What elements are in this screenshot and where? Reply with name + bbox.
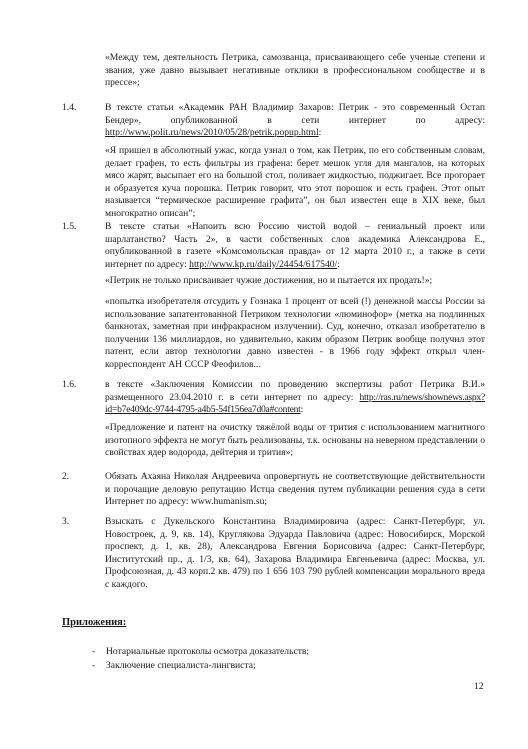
item-1-6-link[interactable]: http://ras.ru/news/shownews.aspx?id=b7e409dc-9744-4795-a4b5-54f156ea7d0a#content [105,391,485,416]
page-number: 12 [474,681,484,692]
item-1-5-tail: : [337,258,340,270]
item-number-1-4: 1.4. [62,102,77,113]
item-2-text: Обязать Ахаяна Николая Андреевича опровергнуть не соответствующие действительности и порочащие деловую репутацию Истца сведения путем публикации решения суда в сети Интернет по адресу: www.humanism.su; [105,471,485,508]
item-1-5-link[interactable]: http://www.kp.ru/daily/24454/617540/ [189,258,338,270]
item-1-6-quote: «Предложение и патент на очистку тяжёлой воды от трития с использованием магнитного изотопного эффекта не могут быть реализованы, т.к. основаны на неверном представлении о свойствах ядер водорода, дейтерия и трития»; [105,422,485,459]
item-1-4-quote: «Я пришел в абсолютный ужас, когда узнал о том, как Петрик, по его собственным словам, делает графен, то есть фильтры из графена: берет мешок угля для мангалов, на которых мясо жарят, высыпает его на большой стол, поливает жидкостью, поджигает. Все прогорает и образуется куча порошка. Петрик говорит, что этот порошок и есть графен. Этот опыт называется “термическое расширение графита”, он был известен еще в XIX веке, был многократно описан”; [105,145,485,219]
item-1-4-link[interactable]: http://www.polit.ru/news/2010/05/28/petrik.popup.html [105,127,319,139]
intro-quote: «Между тем, деятельность Петрика, самозванца, присваивающего себе ученые степени и звания, уже давно вызывает негативные отклики в профессиональном сообществе и в прессе»; [105,52,485,89]
item-1-6-tail: : [300,404,304,416]
bullet-dash: - [92,646,96,657]
item-1-6-lead: в тексте «Заключения Комиссии по проведению экспертизы работ Петрика В.И.» размещенного 23.04.2010 г. в сети интернет по адресу: [105,379,485,403]
item-number-1-5: 1.5. [62,221,77,232]
attachment-label: Нотариальные протоколы осмотра доказательств; [106,646,310,657]
item-1-5-quote-2: «попытка изобретателя отсудить у Гознака 1 процент от всей (!) денежной массы России за использование запатентованной Петриком технологии «люминофор» (метка на подлинных банкнотах, заметная при инфракрасном излучении). Суд, конечно, отказал изобретателю в получении 136 миллиардов, но удивительно, каким образом Петрик вообще получил этот патент, если автор технологии давно известен - в 1966 году эффект открыл член-корреспондент АН СССР Феофилов... [105,296,485,370]
item-1-4-lead: В тексте статьи «Академик РАН Владимир Захаров: Петрик - это современный Остап Бендер», опубликованной в сети интернет по адресу: [105,102,485,126]
attachment-label: Заключение специалиста-лингвиста; [106,660,256,671]
bullet-dash: - [92,660,96,671]
item-1-5-quote-1: «Петрик не только присваивает чужие достижения, но и пытается их продать!»; [105,275,433,286]
item-3-text: Взыскать с Дукельского Константина Владимировича (адрес: Санкт-Петербург, ул. Новостроек, д. 9, кв. 14), Круглякова Эдуарда Павловича (адрес: Новосибирск, Морской проспект, д. 1, кв. 28), Александрова Евгения Борисовича (адрес: Санкт-Петербург, Институтский пр., д. 1/3, кв. 64), Захарова Владимира Евгеньевича (адрес: Москва, ул. Профсоюзная, д. 43 корп.2 кв. 479) по 1 656 103 790 рублей компенсации морального вреда с каждого. [105,516,485,590]
item-1-6-text [105,379,485,417]
item-1-5-lead: В тексте статьи «Напоить всю Россию чистой водой – гениальный проект или шарлатанство? Часть 2», в части собственных слов академика Александрова Е., опубликованной в газете «Комсомольская правда» от 12 марта 2010 г., а также в сети интернет по адресу: [105,221,485,270]
item-1-4-tail: : [318,127,322,139]
item-1-5-text [105,221,485,271]
item-number-1-6: 1.6. [62,379,77,390]
item-number-3: 3. [62,516,70,527]
item-1-4-text [105,102,485,140]
item-number-2: 2. [62,471,70,482]
attachments-title: Приложения: [62,617,127,628]
